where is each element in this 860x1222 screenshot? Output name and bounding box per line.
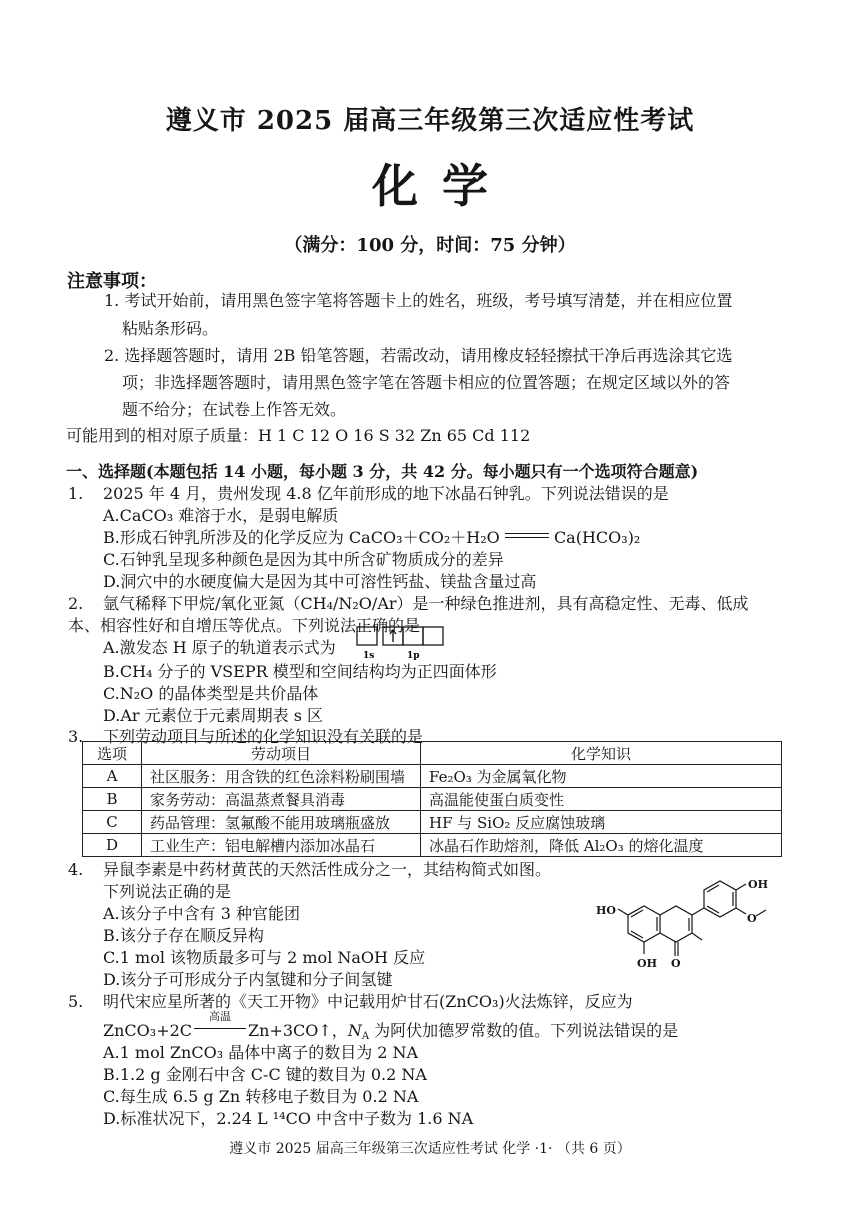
q3-stem: 下列劳动项目与所述的化学知识没有关联的是 bbox=[103, 727, 424, 746]
ring-b bbox=[704, 881, 736, 917]
score-time-line: （满分：100 分，时间：75 分钟） bbox=[284, 235, 576, 256]
table-cell: 冰晶石作助熔剂，降低 Al₂O₃ 的熔化温度 bbox=[421, 834, 782, 857]
q4-option-c: C.1 mol 该物质最多可与 2 mol NaOH 反应 bbox=[103, 948, 426, 967]
methoxy-o-label: O bbox=[747, 912, 757, 925]
q1-option-b bbox=[103, 527, 640, 549]
table-cell: D bbox=[83, 834, 142, 857]
q1-number: 1. bbox=[68, 484, 84, 503]
table-cell: A bbox=[83, 765, 142, 788]
atomic-masses: 可能用到的相对原子质量：H 1 C 12 O 16 S 32 Zn 65 Cd 112 bbox=[66, 426, 531, 445]
table-cell: HF 与 SiO₂ 反应腐蚀玻璃 bbox=[421, 811, 782, 834]
q4-option-b: B.该分子存在顺反异构 bbox=[103, 926, 264, 945]
orbital-1p-label: 1p bbox=[407, 651, 420, 661]
orbital-1s-label: 1s bbox=[363, 651, 375, 661]
table-row bbox=[83, 788, 782, 811]
q1-option-c: C.石钟乳呈现多种颜色是因为其中所含矿物质成分的差异 bbox=[103, 550, 504, 569]
q2-option-b: B.CH₄ 分子的 VSEPR 模型和空间结构均为正四面体形 bbox=[103, 662, 497, 681]
table-cell: B bbox=[83, 788, 142, 811]
notes-heading: 注意事项： bbox=[67, 271, 157, 292]
section-heading: 一、选择题(本题包括 14 小题，每小题 3 分，共 42 分。每小题只有一个选项符合题意) bbox=[66, 462, 699, 481]
q3-table bbox=[82, 741, 782, 857]
q2-option-c: C.N₂O 的晶体类型是共价晶体 bbox=[103, 684, 319, 703]
na-symbol: N bbox=[347, 1021, 362, 1040]
exam-title: 遵义市 2025 届高三年级第三次适应性考试 bbox=[165, 106, 695, 136]
orbital-1p-box-3 bbox=[423, 627, 443, 645]
q5-equation-products: Zn+3CO↑， bbox=[248, 1021, 348, 1040]
ring-a bbox=[628, 906, 660, 942]
orbital-1p-box-2 bbox=[403, 627, 423, 645]
q1-option-a: A.CaCO₃ 难溶于水，是弱电解质 bbox=[103, 506, 339, 525]
table-cell: Fe₂O₃ 为金属氧化物 bbox=[421, 765, 782, 788]
q1-option-b-pre: B.形成石钟乳所涉及的化学反应为 CaCO₃＋CO₂＋H₂O bbox=[103, 528, 500, 547]
oh-label: OH bbox=[637, 957, 657, 970]
note-2-line-3: 题不给分；在试卷上作答无效。 bbox=[122, 400, 347, 419]
table-row bbox=[83, 834, 782, 857]
note-2-line-1: 2. 选择题答题时，请用 2B 铅笔答题，若需改动，请用橡皮轻轻擦拭干净后再选涂其它选 bbox=[104, 346, 733, 365]
table-header-row bbox=[83, 742, 782, 765]
table-row bbox=[83, 765, 782, 788]
na-symbol-sub: A bbox=[361, 1031, 370, 1042]
table-header-cell: 劳动项目 bbox=[142, 742, 421, 765]
reaction-condition-label: 高温 bbox=[209, 1010, 232, 1023]
carbonyl-o-label: O bbox=[671, 957, 681, 970]
q5-option-b: B.1.2 g 金刚石中含 C-C 键的数目为 0.2 NA bbox=[103, 1065, 427, 1084]
isorhamnetin-structure bbox=[590, 876, 790, 976]
q1-option-d: D.洞穴中的水硬度偏大是因为其中可溶性钙盐、镁盐含量过高 bbox=[103, 572, 537, 591]
subject-title: 化学 bbox=[372, 159, 512, 213]
q2-option-a: A.激发态 H 原子的轨道表示式为 bbox=[103, 638, 336, 657]
orbital-diagram bbox=[354, 624, 446, 664]
table-header-cell: 选项 bbox=[83, 742, 142, 765]
q2-number: 2. bbox=[68, 594, 84, 613]
oh-label: OH bbox=[748, 878, 768, 891]
note-1-line-1: 1. 考试开始前，请用黑色签字笔将答题卡上的姓名，班级，考号填写清楚，并在相应位置 bbox=[104, 291, 733, 310]
q4-option-d: D.该分子可形成分子内氢键和分子间氢键 bbox=[103, 970, 393, 989]
page-footer: 遵义市 2025 届高三年级第三次适应性考试 化学 ·1· （共 6 页） bbox=[229, 1141, 631, 1157]
q2-stem-line-2: 本、相容性好和自增压等优点。下列说法正确的是 bbox=[68, 616, 421, 635]
table-row bbox=[83, 811, 782, 834]
q2-stem-line-1: 氩气稀释下甲烷/氧化亚氮（CH₄/N₂O/Ar）是一种绿色推进剂，具有高稳定性、无毒、低成 bbox=[103, 594, 749, 613]
q5-stem-line-2: 为阿伏加德罗常数的值。下列说法错误的是 bbox=[369, 1021, 679, 1040]
q4-stem-line-2: 下列说法正确的是 bbox=[103, 882, 232, 901]
table-cell: 家务劳动：高温蒸煮餐具消毒 bbox=[142, 788, 421, 811]
table-cell: 药品管理：氢氟酸不能用玻璃瓶盛放 bbox=[142, 811, 421, 834]
q4-option-a: A.该分子中含有 3 种官能团 bbox=[103, 904, 300, 923]
q5-option-a: A.1 mol ZnCO₃ 晶体中离子的数目为 2 NA bbox=[103, 1043, 419, 1062]
table-cell: 工业生产：铝电解槽内添加冰晶石 bbox=[142, 834, 421, 857]
table-cell: 社区服务：用含铁的红色涂料粉刷围墙 bbox=[142, 765, 421, 788]
q2-option-d: D.Ar 元素位于元素周期表 s 区 bbox=[103, 706, 324, 725]
ho-label: HO bbox=[596, 904, 616, 917]
q5-number: 5. bbox=[68, 992, 84, 1011]
table-header-cell: 化学知识 bbox=[421, 742, 782, 765]
note-1-line-2: 粘贴条形码。 bbox=[122, 319, 219, 338]
q5-equation-reactants: ZnCO₃+2C bbox=[103, 1021, 193, 1040]
q4-number: 4. bbox=[68, 860, 84, 879]
q5-option-c: C.每生成 6.5 g Zn 转移电子数目为 0.2 NA bbox=[103, 1087, 419, 1106]
q5-option-d: D.标准状况下，2.24 L ¹⁴CO 中含中子数为 1.6 NA bbox=[103, 1109, 474, 1128]
equilibrium-arrow-icon bbox=[505, 530, 549, 542]
q4-stem-line-1: 异鼠李素是中药材黄芪的天然活性成分之一，其结构简式如图。 bbox=[103, 860, 552, 879]
ring-c bbox=[660, 906, 692, 942]
q5-stem-line-1: 明代宋应星所著的《天工开物》中记载用炉甘石(ZnCO₃)火法炼锌，反应为 bbox=[103, 992, 633, 1011]
reaction-condition bbox=[192, 1010, 248, 1036]
q1-stem: 2025 年 4 月，贵州发现 4.8 亿年前形成的地下冰晶石钟乳。下列说法错误的是 bbox=[103, 484, 669, 503]
orbital-1s-box bbox=[357, 627, 377, 645]
table-cell: 高温能使蛋白质变性 bbox=[421, 788, 782, 811]
table-cell: C bbox=[83, 811, 142, 834]
q5-equation-line bbox=[103, 1010, 679, 1042]
reaction-arrow-line bbox=[194, 1028, 246, 1029]
q3-number: 3. bbox=[68, 727, 84, 746]
q1-option-b-post: Ca(HCO₃)₂ bbox=[553, 528, 641, 547]
note-2-line-2: 项；非选择题答题时，请用黑色签字笔在答题卡相应的位置答题；在规定区域以外的答 bbox=[122, 373, 731, 392]
